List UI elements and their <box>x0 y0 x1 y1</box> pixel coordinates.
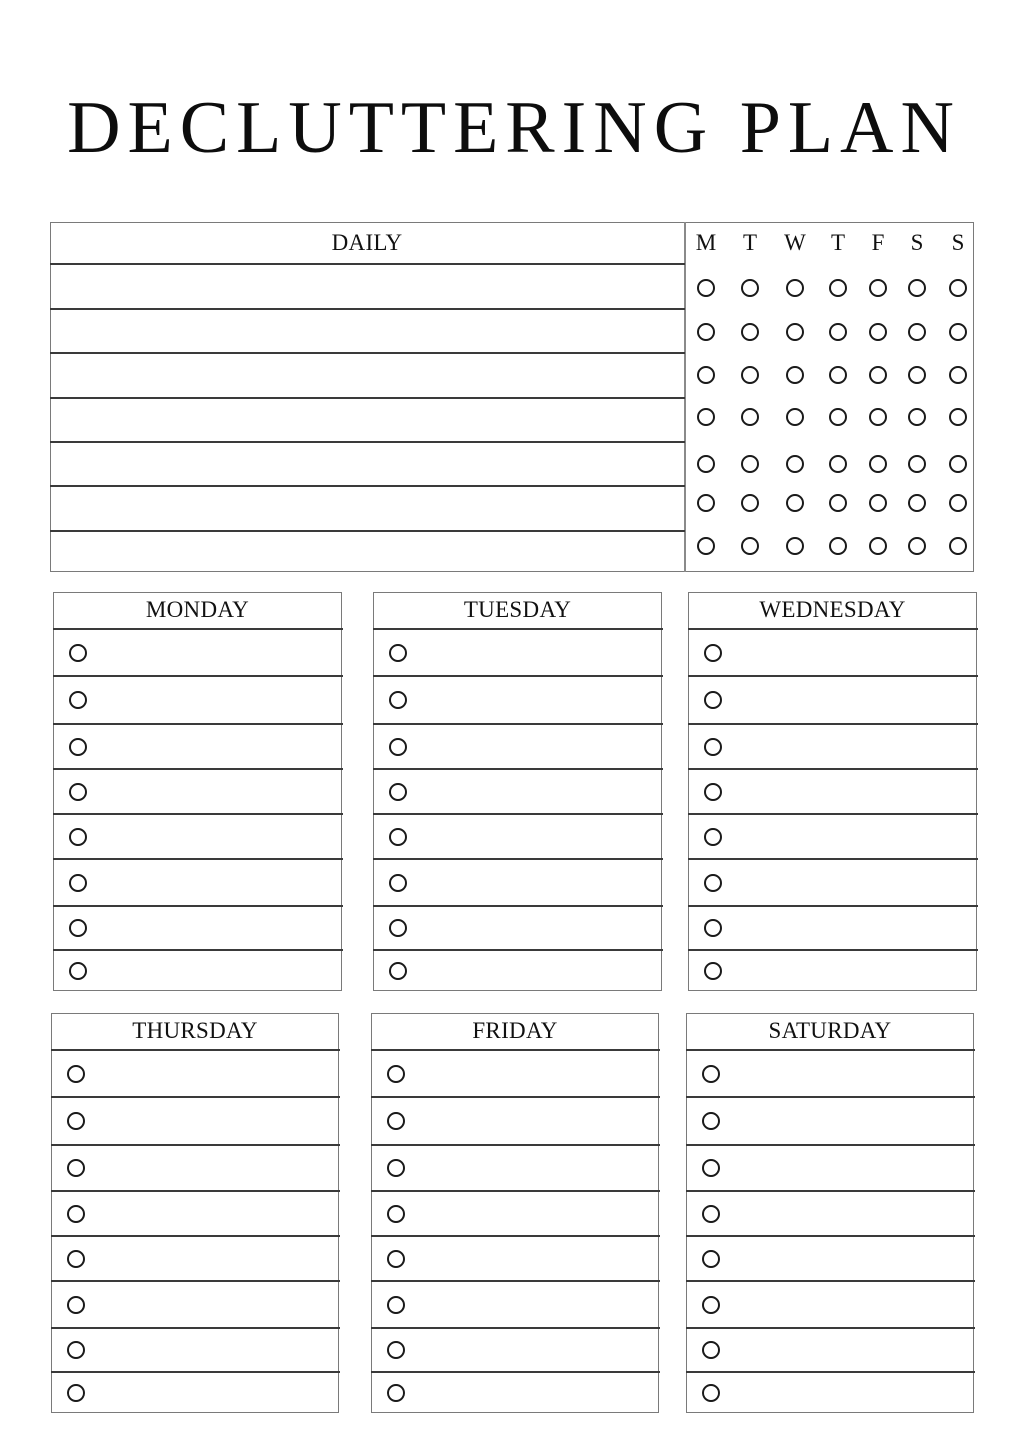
habit-checkbox-circle[interactable] <box>908 279 926 297</box>
habit-checkbox-circle[interactable] <box>908 537 926 555</box>
monday-task-checkbox-circle[interactable] <box>69 962 87 980</box>
habit-checkbox-circle[interactable] <box>869 455 887 473</box>
wednesday-task-row[interactable] <box>728 951 973 989</box>
habit-checkbox-circle[interactable] <box>949 537 967 555</box>
friday-task-row[interactable] <box>411 1146 655 1189</box>
thursday-task-checkbox-circle[interactable] <box>67 1205 85 1223</box>
daily-task-row[interactable] <box>52 265 682 307</box>
saturday-header: SATURDAY <box>768 1018 892 1043</box>
saturday-task-checkbox-circle[interactable] <box>702 1159 720 1177</box>
wednesday-task-checkbox-circle[interactable] <box>704 962 722 980</box>
friday-task-row[interactable] <box>411 1282 655 1326</box>
habit-checkbox-circle[interactable] <box>869 494 887 512</box>
tuesday-task-checkbox-circle[interactable] <box>389 919 407 937</box>
habit-checkbox-circle[interactable] <box>908 494 926 512</box>
saturday-task-row[interactable] <box>726 1282 970 1326</box>
daily-task-row[interactable] <box>52 310 682 351</box>
daily-header: DAILY <box>331 230 403 255</box>
wednesday-task-checkbox-circle[interactable] <box>704 828 722 846</box>
habit-checkbox-circle[interactable] <box>829 408 847 426</box>
friday-task-checkbox-circle[interactable] <box>387 1296 405 1314</box>
monday-task-row[interactable] <box>93 815 338 857</box>
saturday-task-row[interactable] <box>726 1373 970 1411</box>
tuesday-task-row[interactable] <box>413 770 658 812</box>
monday-task-row[interactable] <box>93 677 338 722</box>
habit-checkbox-circle[interactable] <box>697 537 715 555</box>
wednesday-task-checkbox-circle[interactable] <box>704 783 722 801</box>
daily-task-row[interactable] <box>52 487 682 529</box>
monday-task-checkbox-circle[interactable] <box>69 874 87 892</box>
wednesday-task-row[interactable] <box>728 815 973 857</box>
tuesday-header: TUESDAY <box>463 597 572 622</box>
friday-task-checkbox-circle[interactable] <box>387 1341 405 1359</box>
tuesday-task-checkbox-circle[interactable] <box>389 828 407 846</box>
monday-task-row[interactable] <box>93 630 338 674</box>
daily-task-row[interactable] <box>52 399 682 440</box>
habit-checkbox-circle[interactable] <box>741 366 759 384</box>
habit-checkbox-circle[interactable] <box>697 323 715 341</box>
saturday-task-checkbox-circle[interactable] <box>702 1205 720 1223</box>
habit-checkbox-circle[interactable] <box>869 279 887 297</box>
habit-checkbox-circle[interactable] <box>908 366 926 384</box>
tuesday-task-checkbox-circle[interactable] <box>389 962 407 980</box>
monday-task-checkbox-circle[interactable] <box>69 738 87 756</box>
habit-checkbox-circle[interactable] <box>949 408 967 426</box>
habit-checkbox-circle[interactable] <box>869 537 887 555</box>
habit-checkbox-circle[interactable] <box>908 323 926 341</box>
habit-checkbox-circle[interactable] <box>869 323 887 341</box>
tuesday-task-checkbox-circle[interactable] <box>389 783 407 801</box>
habit-checkbox-circle[interactable] <box>949 494 967 512</box>
tuesday-task-row[interactable] <box>413 677 658 722</box>
habit-checkbox-circle[interactable] <box>829 279 847 297</box>
monday-task-row[interactable] <box>93 725 338 767</box>
habit-checkbox-circle[interactable] <box>949 279 967 297</box>
wednesday-task-row[interactable] <box>728 677 973 722</box>
habit-checkbox-circle[interactable] <box>786 408 804 426</box>
friday-task-row[interactable] <box>411 1051 655 1095</box>
habit-checkbox-circle[interactable] <box>697 279 715 297</box>
habit-checkbox-circle[interactable] <box>741 279 759 297</box>
thursday-task-row[interactable] <box>91 1051 335 1095</box>
tuesday-task-checkbox-circle[interactable] <box>389 738 407 756</box>
friday-task-row[interactable] <box>411 1237 655 1279</box>
habit-checkbox-circle[interactable] <box>697 455 715 473</box>
weekday-letter: T <box>742 230 758 255</box>
habit-checkbox-circle[interactable] <box>786 366 804 384</box>
habit-checkbox-circle[interactable] <box>741 537 759 555</box>
thursday-task-row[interactable] <box>91 1146 335 1189</box>
habit-checkbox-circle[interactable] <box>829 366 847 384</box>
monday-header: MONDAY <box>145 597 250 622</box>
wednesday-task-checkbox-circle[interactable] <box>704 691 722 709</box>
tuesday-task-row[interactable] <box>413 907 658 948</box>
saturday-task-checkbox-circle[interactable] <box>702 1112 720 1130</box>
saturday-task-checkbox-circle[interactable] <box>702 1341 720 1359</box>
habit-checkbox-circle[interactable] <box>786 455 804 473</box>
habit-checkbox-circle[interactable] <box>697 366 715 384</box>
monday-task-row[interactable] <box>93 770 338 812</box>
thursday-task-checkbox-circle[interactable] <box>67 1384 85 1402</box>
wednesday-task-checkbox-circle[interactable] <box>704 738 722 756</box>
weekday-letter: F <box>871 230 885 255</box>
saturday-task-checkbox-circle[interactable] <box>702 1296 720 1314</box>
habit-checkbox-circle[interactable] <box>786 494 804 512</box>
habit-checkbox-circle[interactable] <box>829 323 847 341</box>
wednesday-task-row[interactable] <box>728 770 973 812</box>
thursday-task-row[interactable] <box>91 1237 335 1279</box>
wednesday-task-row[interactable] <box>728 860 973 904</box>
habit-checkbox-circle[interactable] <box>869 408 887 426</box>
thursday-task-checkbox-circle[interactable] <box>67 1065 85 1083</box>
habit-checkbox-circle[interactable] <box>786 279 804 297</box>
monday-task-checkbox-circle[interactable] <box>69 691 87 709</box>
tuesday-task-row[interactable] <box>413 725 658 767</box>
monday-task-row[interactable] <box>93 860 338 904</box>
thursday-task-checkbox-circle[interactable] <box>67 1159 85 1177</box>
page-title: DECLUTTERING PLAN <box>67 87 961 169</box>
habit-checkbox-circle[interactable] <box>908 455 926 473</box>
monday-task-checkbox-circle[interactable] <box>69 919 87 937</box>
wednesday-task-row[interactable] <box>728 725 973 767</box>
habit-checkbox-circle[interactable] <box>741 408 759 426</box>
habit-checkbox-circle[interactable] <box>908 408 926 426</box>
tuesday-task-row[interactable] <box>413 951 658 989</box>
friday-task-row[interactable] <box>411 1373 655 1411</box>
weekday-letter: M <box>695 230 717 255</box>
habit-checkbox-circle[interactable] <box>829 455 847 473</box>
thursday-task-row[interactable] <box>91 1192 335 1234</box>
weekday-letter: S <box>910 230 924 255</box>
tuesday-task-row[interactable] <box>413 860 658 904</box>
habit-checkbox-circle[interactable] <box>949 455 967 473</box>
wednesday-task-checkbox-circle[interactable] <box>704 644 722 662</box>
wednesday-task-checkbox-circle[interactable] <box>704 874 722 892</box>
habit-checkbox-circle[interactable] <box>741 494 759 512</box>
habit-checkbox-circle[interactable] <box>786 323 804 341</box>
saturday-task-row[interactable] <box>726 1192 970 1234</box>
saturday-task-row[interactable] <box>726 1146 970 1189</box>
tuesday-task-row[interactable] <box>413 630 658 674</box>
friday-header: FRIDAY <box>472 1018 558 1043</box>
saturday-task-checkbox-circle[interactable] <box>702 1384 720 1402</box>
friday-task-checkbox-circle[interactable] <box>387 1159 405 1177</box>
tuesday-task-checkbox-circle[interactable] <box>389 874 407 892</box>
tuesday-task-row[interactable] <box>413 815 658 857</box>
monday-task-checkbox-circle[interactable] <box>69 828 87 846</box>
wednesday-header: WEDNESDAY <box>759 597 906 622</box>
monday-task-row[interactable] <box>93 907 338 948</box>
habit-checkbox-circle[interactable] <box>829 537 847 555</box>
habit-checkbox-circle[interactable] <box>697 494 715 512</box>
saturday-task-row[interactable] <box>726 1051 970 1095</box>
saturday-task-row[interactable] <box>726 1098 970 1143</box>
thursday-task-checkbox-circle[interactable] <box>67 1112 85 1130</box>
friday-task-row[interactable] <box>411 1098 655 1143</box>
friday-task-row[interactable] <box>411 1329 655 1370</box>
habit-checkbox-circle[interactable] <box>869 366 887 384</box>
habit-checkbox-circle[interactable] <box>741 323 759 341</box>
thursday-task-row[interactable] <box>91 1329 335 1370</box>
friday-task-checkbox-circle[interactable] <box>387 1112 405 1130</box>
monday-task-checkbox-circle[interactable] <box>69 644 87 662</box>
habit-checkbox-circle[interactable] <box>949 323 967 341</box>
saturday-task-checkbox-circle[interactable] <box>702 1065 720 1083</box>
saturday-task-checkbox-circle[interactable] <box>702 1250 720 1268</box>
wednesday-task-row[interactable] <box>728 630 973 674</box>
thursday-task-row[interactable] <box>91 1098 335 1143</box>
habit-checkbox-circle[interactable] <box>829 494 847 512</box>
friday-task-row[interactable] <box>411 1192 655 1234</box>
daily-task-row[interactable] <box>52 443 682 484</box>
thursday-task-checkbox-circle[interactable] <box>67 1250 85 1268</box>
thursday-task-row[interactable] <box>91 1373 335 1411</box>
habit-checkbox-circle[interactable] <box>697 408 715 426</box>
thursday-task-checkbox-circle[interactable] <box>67 1296 85 1314</box>
saturday-task-row[interactable] <box>726 1237 970 1279</box>
monday-task-checkbox-circle[interactable] <box>69 783 87 801</box>
daily-task-row[interactable] <box>52 354 682 396</box>
friday-task-checkbox-circle[interactable] <box>387 1205 405 1223</box>
habit-checkbox-circle[interactable] <box>949 366 967 384</box>
friday-task-checkbox-circle[interactable] <box>387 1250 405 1268</box>
habit-checkbox-circle[interactable] <box>741 455 759 473</box>
weekday-letter: S <box>951 230 965 255</box>
weekday-letter: W <box>784 230 806 255</box>
tuesday-task-checkbox-circle[interactable] <box>389 691 407 709</box>
weekday-letter: T <box>830 230 846 255</box>
friday-task-checkbox-circle[interactable] <box>387 1065 405 1083</box>
friday-task-checkbox-circle[interactable] <box>387 1384 405 1402</box>
saturday-task-row[interactable] <box>726 1329 970 1370</box>
thursday-task-checkbox-circle[interactable] <box>67 1341 85 1359</box>
wednesday-task-checkbox-circle[interactable] <box>704 919 722 937</box>
tuesday-task-checkbox-circle[interactable] <box>389 644 407 662</box>
habit-checkbox-circle[interactable] <box>786 537 804 555</box>
thursday-task-row[interactable] <box>91 1282 335 1326</box>
thursday-header: THURSDAY <box>132 1018 258 1043</box>
wednesday-task-row[interactable] <box>728 907 973 948</box>
daily-task-row[interactable] <box>52 532 682 570</box>
monday-task-row[interactable] <box>93 951 338 989</box>
